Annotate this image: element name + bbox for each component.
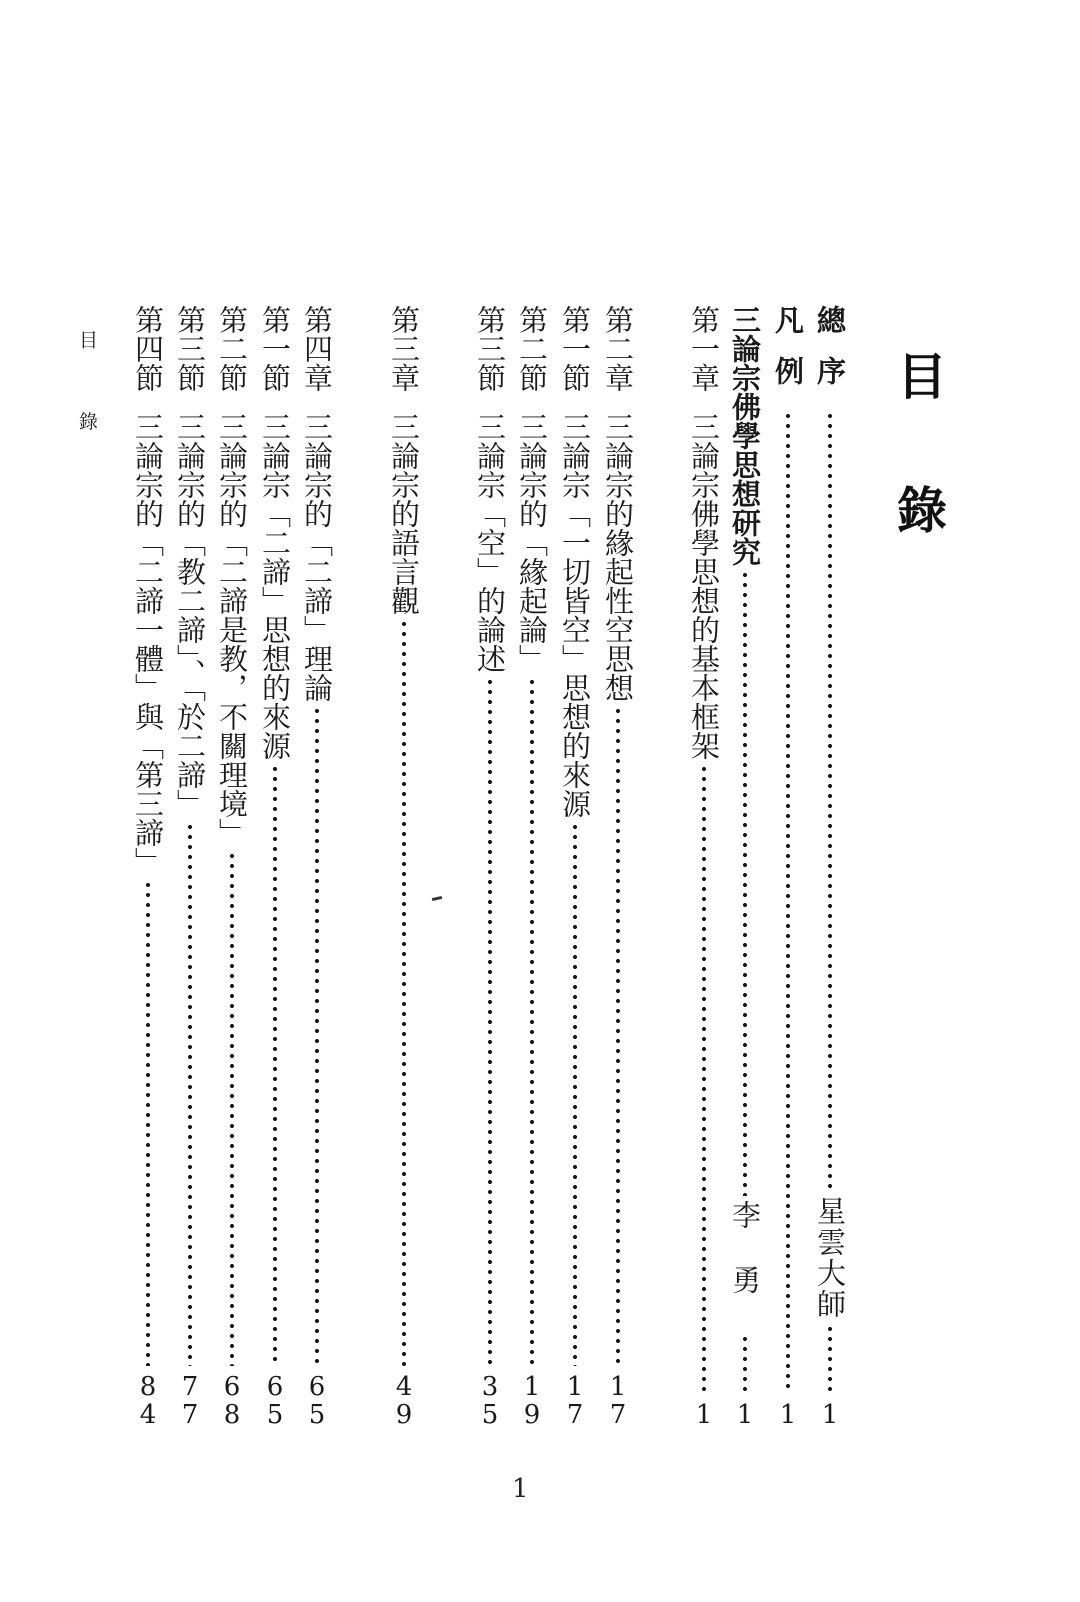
toc-page-number	[822, 1402, 839, 1430]
toc-entry-ch4-s3[interactable]	[170, 305, 210, 1430]
toc-label: 第三節	[173, 305, 207, 392]
page-digit: 9	[395, 1400, 413, 1430]
toc-entry-part[interactable]	[725, 305, 765, 1430]
toc-label: 三論宗佛學思想研究	[728, 305, 762, 566]
dot-leader	[145, 880, 151, 1366]
page-digit: 7	[181, 1400, 199, 1430]
page-number: 1	[512, 1474, 529, 1504]
toc-page-number	[524, 1374, 541, 1430]
page-digit: 8	[139, 1372, 157, 1402]
page-digit: 3	[481, 1372, 499, 1402]
toc-heading: 三論宗的「二諦」理論	[300, 412, 334, 702]
toc-entry-ch2[interactable]	[598, 305, 638, 1430]
toc-entry-ch4-s2[interactable]	[212, 305, 252, 1430]
print-speck	[432, 896, 442, 901]
toc-heading: 三論宗佛學思想的基本框架	[687, 412, 721, 760]
page-digit: 9	[523, 1400, 541, 1430]
toc-page-number	[182, 1374, 199, 1430]
dot-leader	[487, 677, 493, 1366]
toc-label: 第三節	[473, 305, 507, 392]
toc-author: 李勇	[728, 1200, 762, 1330]
page-digit: 1	[695, 1400, 713, 1430]
page-digit: 7	[566, 1400, 584, 1430]
toc-entry-zongxu[interactable]	[810, 305, 850, 1430]
toc-page-number	[780, 1402, 797, 1430]
page-digit: 1	[779, 1400, 797, 1430]
page-digit: 4	[395, 1372, 413, 1402]
toc-heading: 三論宗的語言觀	[387, 412, 421, 615]
toc-label: 第三章	[387, 305, 421, 392]
dot-leader	[314, 706, 320, 1366]
page-digit: 1	[523, 1372, 541, 1402]
toc-heading: 三論宗的「緣起論」	[515, 412, 549, 673]
page-digit: 8	[223, 1400, 241, 1430]
toc-label: 第二節	[215, 305, 249, 392]
dot-leader	[229, 851, 235, 1366]
page-digit: 1	[736, 1400, 754, 1430]
toc-page-number	[737, 1402, 754, 1430]
page-digit: 6	[308, 1372, 326, 1402]
toc-page-number	[396, 1374, 413, 1430]
dot-leader	[827, 1324, 833, 1394]
toc-label: 第四章	[300, 305, 334, 392]
dot-leader	[615, 706, 621, 1366]
toc-page-number	[567, 1374, 584, 1430]
toc-entry-ch3[interactable]	[384, 305, 424, 1430]
toc-page-number	[309, 1374, 326, 1430]
toc-heading: 三論宗的「二諦一體」與「第三諦」	[131, 412, 165, 876]
dot-leader	[742, 570, 748, 1196]
dot-leader	[827, 411, 833, 1192]
toc-entry-ch2-s1[interactable]	[555, 305, 595, 1430]
toc-label: 第二節	[515, 305, 549, 392]
toc-label: 總序	[813, 305, 847, 407]
page-digit: 6	[223, 1372, 241, 1402]
toc-entry-fanli[interactable]	[768, 305, 808, 1430]
page-digit: 7	[609, 1400, 627, 1430]
toc-heading: 三論宗「空」的論述	[473, 412, 507, 673]
toc-page-number	[140, 1374, 157, 1430]
toc-heading: 三論宗的「教二諦」、「於二諦」	[173, 412, 207, 818]
toc-label: 第四節	[131, 305, 165, 392]
dot-leader	[401, 619, 407, 1366]
page-digit: 6	[266, 1372, 284, 1402]
toc-entry-ch2-s3[interactable]	[470, 305, 510, 1430]
dot-leader	[785, 411, 791, 1394]
dot-leader	[572, 822, 578, 1366]
dot-leader	[272, 764, 278, 1366]
running-header: 目 錄	[76, 330, 98, 459]
toc-page-number	[610, 1374, 627, 1430]
toc-heading: 三論宗「二諦」思想的來源	[258, 412, 292, 760]
toc-entry-ch1[interactable]	[684, 305, 724, 1430]
toc-heading: 三論宗的緣起性空思想	[601, 412, 635, 702]
toc-page-number	[267, 1374, 284, 1430]
toc-label: 凡例	[771, 305, 805, 407]
page-digit: 5	[266, 1400, 284, 1430]
dot-leader	[701, 764, 707, 1394]
page-digit: 1	[821, 1400, 839, 1430]
page-digit: 7	[181, 1372, 199, 1402]
toc-label: 第一節	[558, 305, 592, 392]
toc-heading: 三論宗「一切皆空」思想的來源	[558, 412, 592, 818]
dot-leader	[742, 1334, 748, 1394]
dot-leader	[187, 822, 193, 1366]
dot-leader	[529, 677, 535, 1366]
page-digit: 5	[308, 1400, 326, 1430]
page-digit: 1	[566, 1372, 584, 1402]
page-digit: 5	[481, 1400, 499, 1430]
toc-entry-ch4[interactable]	[297, 305, 337, 1430]
toc-heading: 三論宗的「二諦是教，不關理境」	[215, 412, 249, 847]
toc-label: 第一章	[687, 305, 721, 392]
toc-page-number	[224, 1374, 241, 1430]
toc-entry-ch4-s4[interactable]	[128, 305, 168, 1430]
toc-page-number	[482, 1374, 499, 1430]
page-digit: 1	[609, 1372, 627, 1402]
page-digit: 4	[139, 1400, 157, 1430]
toc-entry-ch2-s2[interactable]	[512, 305, 552, 1430]
toc-author: 星雲大師	[813, 1196, 847, 1320]
page-title: 目錄	[889, 350, 948, 618]
toc-label: 第一節	[258, 305, 292, 392]
toc-label: 第二章	[601, 305, 635, 392]
toc-entry-ch4-s1[interactable]	[255, 305, 295, 1430]
toc-page-number	[696, 1402, 713, 1430]
